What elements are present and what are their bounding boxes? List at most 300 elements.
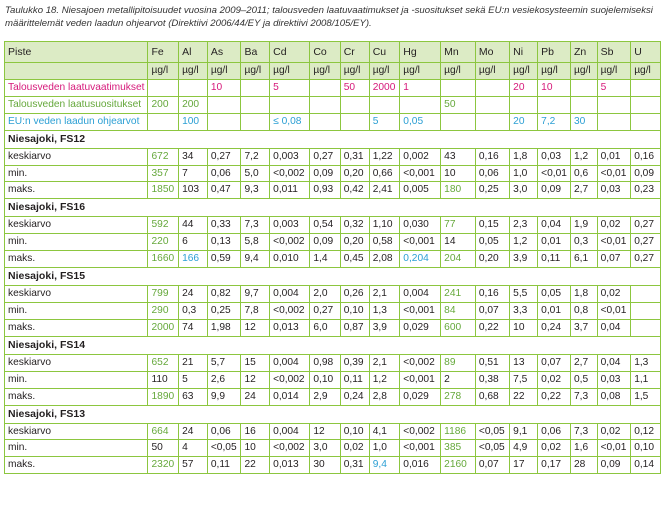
table-cell: 2320 [148, 457, 179, 474]
table-cell: 0,013 [270, 457, 310, 474]
table-cell: 2000 [148, 319, 179, 336]
table-cell: 0,5 [570, 371, 597, 388]
table-cell: 9,4 [241, 251, 270, 268]
table-cell: 10 [538, 79, 571, 96]
table-cell [631, 96, 661, 113]
table-row [5, 182, 661, 199]
table-cell: 204 [441, 251, 476, 268]
table-cell: 74 [179, 319, 208, 336]
table-cell: 13 [510, 354, 538, 371]
table-cell: 0,004 [400, 286, 441, 303]
table-cell: 0,26 [340, 286, 369, 303]
table-row [5, 251, 661, 268]
table-cell: 5,0 [241, 165, 270, 182]
table-cell: 0,004 [270, 286, 310, 303]
table-cell: 7,3 [241, 217, 270, 234]
table-cell: 22 [241, 457, 270, 474]
table-cell: 0,03 [597, 371, 631, 388]
table-cell: 0,010 [270, 251, 310, 268]
table-cell: 0,06 [475, 165, 509, 182]
table-cell: 24 [241, 388, 270, 405]
table-cell: 0,030 [400, 217, 441, 234]
table-cell: <0,01 [538, 165, 571, 182]
table-cell: 7 [179, 165, 208, 182]
table-cell [475, 96, 509, 113]
table-cell: µg/l [570, 63, 597, 80]
units-row [5, 63, 661, 80]
table-cell: 278 [441, 388, 476, 405]
table-cell: 0,24 [340, 388, 369, 405]
table-row [5, 286, 661, 303]
table-cell: 30 [570, 113, 597, 130]
row-label: min. [5, 302, 148, 319]
table-cell: <0,05 [475, 440, 509, 457]
row-label: maks. [5, 457, 148, 474]
table-cell: 0,01 [538, 302, 571, 319]
table-cell: 0,10 [340, 302, 369, 319]
limit-row [5, 113, 661, 130]
table-cell: 0,27 [631, 217, 661, 234]
table-row [5, 319, 661, 336]
table-cell: 0,01 [538, 234, 571, 251]
table-cell: Cu [369, 42, 400, 63]
table-cell: <0,001 [400, 302, 441, 319]
table-cell: 0,04 [597, 319, 631, 336]
table-cell: <0,01 [597, 440, 631, 457]
table-cell: 1,2 [369, 371, 400, 388]
table-cell: 0,25 [207, 302, 241, 319]
table-cell: 24 [179, 286, 208, 303]
table-cell: 0,11 [538, 251, 571, 268]
table-cell: 17 [510, 457, 538, 474]
table-cell: As [207, 42, 241, 63]
table-cell: 1,2 [510, 234, 538, 251]
table-cell: <0,001 [400, 371, 441, 388]
site-name: Niesajoki, FS14 [5, 336, 661, 354]
table-cell [148, 79, 179, 96]
table-cell: 357 [148, 165, 179, 182]
table-cell: 2160 [441, 457, 476, 474]
table-cell: 241 [441, 286, 476, 303]
table-cell: 0,09 [597, 457, 631, 474]
table-cell: 1,0 [369, 440, 400, 457]
table-cell: 4,1 [369, 423, 400, 440]
table-cell: 10 [441, 165, 476, 182]
table-cell: Cr [340, 42, 369, 63]
table-cell: <0,002 [270, 302, 310, 319]
table-cell: 0,02 [597, 286, 631, 303]
table-cell: 3,7 [570, 319, 597, 336]
table-cell [241, 79, 270, 96]
table-cell [631, 286, 661, 303]
table-cell: U [631, 42, 661, 63]
table-cell: 0,27 [207, 148, 241, 165]
table-cell: 0,98 [310, 354, 340, 371]
table-cell: 84 [441, 302, 476, 319]
table-cell: 0,39 [340, 354, 369, 371]
table-cell: µg/l [148, 63, 179, 80]
row-label: maks. [5, 182, 148, 199]
table-cell: 0,01 [597, 148, 631, 165]
row-label: keskiarvo [5, 148, 148, 165]
table-cell: 0,09 [538, 182, 571, 199]
table-cell: 5 [369, 113, 400, 130]
table-cell: Hg [400, 42, 441, 63]
table-caption: Taulukko 18. Niesajoen metallipitoisuudet vuosina 2009–2011; talousveden laatuvaatimukset ja -suositukset sekä EU:n vesiekosysteemin suojelemiseksi määrittelemät veden laadun ohjearvot (Direktiivi 2006/44/EY ja direktiivi 2008/105/EY). [5, 5, 653, 29]
table-cell: 24 [179, 423, 208, 440]
table-cell: 0,32 [340, 217, 369, 234]
table-cell: 0,05 [538, 286, 571, 303]
table-cell: Zn [570, 42, 597, 63]
table-cell: 1,3 [631, 354, 661, 371]
table-cell: 0,20 [340, 234, 369, 251]
table-cell: 43 [441, 148, 476, 165]
table-cell: 1,98 [207, 319, 241, 336]
table-cell: 0,27 [631, 234, 661, 251]
table-cell: 0,15 [475, 217, 509, 234]
row-label: Piste [5, 42, 148, 63]
site-heading-row [5, 199, 661, 217]
table-cell: 1890 [148, 388, 179, 405]
table-cell: <0,001 [400, 234, 441, 251]
table-cell: 0,22 [475, 319, 509, 336]
table-cell: 200 [179, 96, 208, 113]
table-cell: 5,5 [510, 286, 538, 303]
table-cell: 1,3 [369, 302, 400, 319]
table-cell: 0,93 [310, 182, 340, 199]
table-cell: 0,33 [207, 217, 241, 234]
table-cell: 0,09 [310, 165, 340, 182]
table-cell: Fe [148, 42, 179, 63]
table-cell: <0,01 [597, 165, 631, 182]
table-cell: <0,05 [207, 440, 241, 457]
table-cell: 7,5 [510, 371, 538, 388]
table-cell: 1,8 [510, 148, 538, 165]
table-cell: 0,54 [310, 217, 340, 234]
table-cell: µg/l [270, 63, 310, 80]
table-cell: 2,0 [310, 286, 340, 303]
table-cell: 44 [179, 217, 208, 234]
row-label: keskiarvo [5, 217, 148, 234]
row-label: keskiarvo [5, 354, 148, 371]
table-cell: 9,1 [510, 423, 538, 440]
table-cell: 5,7 [207, 354, 241, 371]
table-cell: 0,8 [570, 302, 597, 319]
table-cell: 3,9 [369, 319, 400, 336]
table-cell [570, 79, 597, 96]
table-cell: 7,3 [570, 388, 597, 405]
table-cell: 4,9 [510, 440, 538, 457]
table-cell [340, 96, 369, 113]
table-cell: 0,14 [631, 457, 661, 474]
table-cell: Cd [270, 42, 310, 63]
table-cell: 1,8 [570, 286, 597, 303]
metals-table [4, 41, 661, 474]
table-cell: 592 [148, 217, 179, 234]
table-cell [207, 113, 241, 130]
table-cell: 5 [179, 371, 208, 388]
table-cell: 0,05 [475, 234, 509, 251]
table-cell [538, 96, 571, 113]
table-cell: 57 [179, 457, 208, 474]
table-cell: 0,16 [475, 148, 509, 165]
table-cell: 0,45 [340, 251, 369, 268]
table-cell: 672 [148, 148, 179, 165]
table-cell: 1660 [148, 251, 179, 268]
table-cell: 0,204 [400, 251, 441, 268]
table-cell: 0,66 [369, 165, 400, 182]
table-cell [310, 113, 340, 130]
table-cell [475, 79, 509, 96]
table-cell: 12 [310, 423, 340, 440]
table-cell: 10 [241, 440, 270, 457]
table-cell: µg/l [441, 63, 476, 80]
table-cell: 7,2 [538, 113, 571, 130]
table-cell: 0,38 [475, 371, 509, 388]
site-heading-row [5, 405, 661, 423]
row-label: keskiarvo [5, 423, 148, 440]
table-cell: 34 [179, 148, 208, 165]
table-cell: 7,8 [241, 302, 270, 319]
table-cell: 3,0 [310, 440, 340, 457]
table-cell: 0,10 [310, 371, 340, 388]
table-cell: Mo [475, 42, 509, 63]
table-cell: 0,03 [597, 182, 631, 199]
table-cell: µg/l [340, 63, 369, 80]
table-cell: 1850 [148, 182, 179, 199]
table-cell: 600 [441, 319, 476, 336]
table-cell [179, 79, 208, 96]
table-cell: 50 [441, 96, 476, 113]
row-label: Talousveden laatuvaatimukset [5, 79, 148, 96]
table-cell: 0,12 [631, 423, 661, 440]
table-cell: 9,9 [207, 388, 241, 405]
table-cell: 0,029 [400, 319, 441, 336]
table-cell: 0,029 [400, 388, 441, 405]
table-cell: <0,01 [597, 234, 631, 251]
table-cell: 0,05 [400, 113, 441, 130]
table-cell: 12 [241, 319, 270, 336]
table-cell: Al [179, 42, 208, 63]
site-heading-row [5, 130, 661, 148]
table-cell: 652 [148, 354, 179, 371]
table-cell: 1186 [441, 423, 476, 440]
table-cell: 0,16 [631, 148, 661, 165]
table-cell: 0,004 [270, 354, 310, 371]
table-cell: 100 [179, 113, 208, 130]
table-cell: 9,3 [241, 182, 270, 199]
table-cell: 2,9 [310, 388, 340, 405]
table-cell: µg/l [510, 63, 538, 80]
table-cell: 63 [179, 388, 208, 405]
table-cell: 0,07 [538, 354, 571, 371]
table-cell: 0,11 [207, 457, 241, 474]
table-row [5, 440, 661, 457]
table-cell: Pb [538, 42, 571, 63]
table-cell: µg/l [538, 63, 571, 80]
table-cell: 0,27 [631, 251, 661, 268]
table-cell: 0,13 [207, 234, 241, 251]
row-label [5, 63, 148, 80]
table-cell: µg/l [310, 63, 340, 80]
table-cell: 0,6 [570, 165, 597, 182]
table-cell: 9,7 [241, 286, 270, 303]
table-cell [207, 96, 241, 113]
table-cell [148, 113, 179, 130]
table-cell: <0,002 [270, 165, 310, 182]
table-cell: 0,20 [475, 251, 509, 268]
table-cell [441, 113, 476, 130]
table-cell: 9,4 [369, 457, 400, 474]
table-cell [570, 96, 597, 113]
table-cell: 0,25 [475, 182, 509, 199]
table-cell: 3,0 [510, 182, 538, 199]
table-cell: 6,0 [310, 319, 340, 336]
table-cell: 220 [148, 234, 179, 251]
table-cell: 0,42 [340, 182, 369, 199]
table-cell: 21 [179, 354, 208, 371]
table-cell: Mn [441, 42, 476, 63]
site-name: Niesajoki, FS12 [5, 130, 661, 148]
table-cell: 1,2 [570, 148, 597, 165]
table-cell: ≤ 0,08 [270, 113, 310, 130]
table-cell: 2,7 [570, 182, 597, 199]
table-cell: 0,04 [597, 354, 631, 371]
header-row [5, 42, 661, 63]
table-cell [631, 302, 661, 319]
table-row [5, 371, 661, 388]
table-row [5, 217, 661, 234]
table-cell: 1 [400, 79, 441, 96]
table-cell: 5,8 [241, 234, 270, 251]
table-cell: 6,1 [570, 251, 597, 268]
table-cell: 0,07 [475, 457, 509, 474]
table-cell: 200 [148, 96, 179, 113]
table-cell: <0,01 [597, 302, 631, 319]
table-cell: 77 [441, 217, 476, 234]
table-cell: 0,07 [597, 251, 631, 268]
row-label: min. [5, 234, 148, 251]
table-cell: 0,3 [179, 302, 208, 319]
table-cell: µg/l [241, 63, 270, 80]
table-cell [270, 96, 310, 113]
row-label: maks. [5, 251, 148, 268]
table-cell: 0,02 [538, 371, 571, 388]
table-cell: Ba [241, 42, 270, 63]
table-cell: 2,8 [369, 388, 400, 405]
table-cell: 50 [340, 79, 369, 96]
table-row [5, 354, 661, 371]
table-cell: 0,27 [310, 302, 340, 319]
table-cell: 1,9 [570, 217, 597, 234]
table-cell [631, 113, 661, 130]
table-cell: 2,7 [570, 354, 597, 371]
table-row [5, 457, 661, 474]
table-cell: 0,31 [340, 148, 369, 165]
table-cell: 0,004 [270, 423, 310, 440]
table-cell: 2,6 [207, 371, 241, 388]
table-cell: 0,68 [475, 388, 509, 405]
table-cell: 0,03 [538, 148, 571, 165]
table-cell: 0,003 [270, 148, 310, 165]
table-cell [369, 96, 400, 113]
table-cell: 16 [241, 423, 270, 440]
table-cell: 2,1 [369, 354, 400, 371]
table-cell: 0,23 [631, 182, 661, 199]
table-cell: µg/l [597, 63, 631, 80]
table-cell: 0,58 [369, 234, 400, 251]
table-cell: 0,04 [538, 217, 571, 234]
table-cell: 0,014 [270, 388, 310, 405]
table-cell: 0,51 [475, 354, 509, 371]
table-cell: <0,05 [475, 423, 509, 440]
table-cell: 3,3 [510, 302, 538, 319]
table-cell: 0,27 [310, 148, 340, 165]
table-cell: <0,002 [400, 354, 441, 371]
table-cell: 180 [441, 182, 476, 199]
table-cell: µg/l [475, 63, 509, 80]
table-cell: 5 [270, 79, 310, 96]
table-cell: 2,41 [369, 182, 400, 199]
table-cell: 0,20 [340, 165, 369, 182]
table-cell [241, 113, 270, 130]
table-cell: 0,02 [340, 440, 369, 457]
table-row [5, 423, 661, 440]
table-cell: 22 [510, 388, 538, 405]
table-cell: 166 [179, 251, 208, 268]
table-cell: 0,08 [597, 388, 631, 405]
row-label: Talousveden laatusuositukset [5, 96, 148, 113]
table-cell: 2,1 [369, 286, 400, 303]
table-cell [631, 319, 661, 336]
table-cell: 0,10 [631, 440, 661, 457]
table-cell: 1,1 [631, 371, 661, 388]
table-cell: 0,016 [400, 457, 441, 474]
table-cell: 0,87 [340, 319, 369, 336]
table-cell: 14 [441, 234, 476, 251]
table-cell: 664 [148, 423, 179, 440]
limit-row [5, 79, 661, 96]
table-cell: 12 [241, 371, 270, 388]
table-cell: 2,08 [369, 251, 400, 268]
table-cell: 0,31 [340, 457, 369, 474]
table-cell: 0,09 [631, 165, 661, 182]
table-cell [631, 79, 661, 96]
table-cell: 0,16 [475, 286, 509, 303]
site-heading-row [5, 336, 661, 354]
table-cell [310, 79, 340, 96]
table-cell [340, 113, 369, 130]
table-row [5, 388, 661, 405]
table-cell: 799 [148, 286, 179, 303]
table-cell: 28 [570, 457, 597, 474]
table-cell [510, 96, 538, 113]
table-cell: 0,07 [475, 302, 509, 319]
site-name: Niesajoki, FS15 [5, 268, 661, 286]
table-cell [310, 96, 340, 113]
row-label: min. [5, 371, 148, 388]
row-label: min. [5, 440, 148, 457]
table-cell: 2 [441, 371, 476, 388]
table-cell: <0,002 [270, 371, 310, 388]
row-label: maks. [5, 319, 148, 336]
table-row [5, 148, 661, 165]
table-cell: <0,002 [400, 423, 441, 440]
table-cell [241, 96, 270, 113]
table-cell: Co [310, 42, 340, 63]
table-cell: 1,22 [369, 148, 400, 165]
table-cell: <0,001 [400, 165, 441, 182]
